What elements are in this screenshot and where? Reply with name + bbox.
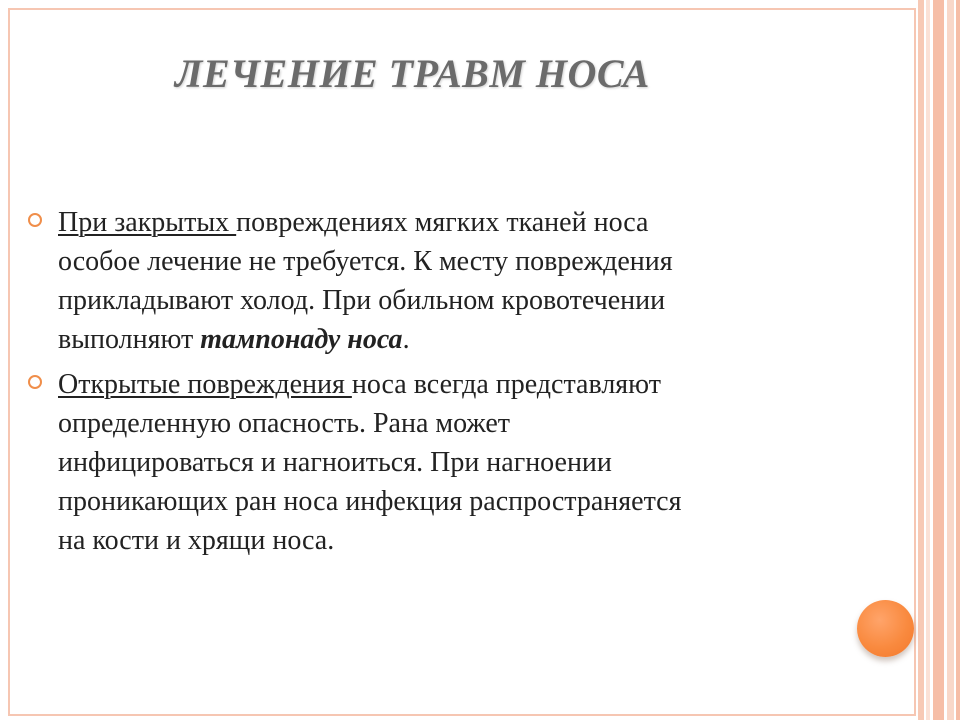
- stripe: [947, 0, 954, 720]
- underlined-phrase: При закрытых: [58, 207, 237, 238]
- stripe: [918, 0, 924, 720]
- orange-circle-icon: [857, 600, 914, 657]
- underlined-phrase: Открытые повреждения: [58, 369, 352, 400]
- slide-title: ЛЕЧЕНИЕ ТРАВМ НОСА: [175, 51, 650, 96]
- ring-bullet-icon: [28, 213, 42, 227]
- slide-content: [28, 203, 888, 566]
- stripe: [926, 0, 930, 720]
- text-segment: .: [402, 324, 410, 355]
- text-segment: инфицироваться и нагноиться. При нагноении: [58, 447, 612, 478]
- bullet-text: [58, 203, 888, 359]
- bullet-item: [28, 365, 888, 560]
- stripe: [933, 0, 944, 720]
- bullet-text: [58, 365, 888, 560]
- text-segment: прикладывают холод. При обильном кровотечении: [58, 285, 666, 316]
- decorative-stripes: [916, 0, 960, 720]
- text-segment: выполняют: [58, 324, 201, 355]
- text-segment: носа всегда представляют: [351, 369, 661, 400]
- text-segment: проникающих ран носа инфекция распространяется: [58, 486, 682, 517]
- stripe: [956, 0, 960, 720]
- text-segment: особое лечение не требуется. К месту повреждения: [58, 246, 673, 277]
- text-segment: определенную опасность. Рана может: [58, 408, 511, 439]
- ring-bullet-icon: [28, 375, 42, 389]
- text-segment: повреждениях мягких тканей носа: [236, 207, 649, 238]
- text-segment: на кости и хрящи носа.: [58, 525, 335, 556]
- bullet-item: [28, 203, 888, 359]
- emphasized-term: тампонаду носа: [200, 324, 403, 355]
